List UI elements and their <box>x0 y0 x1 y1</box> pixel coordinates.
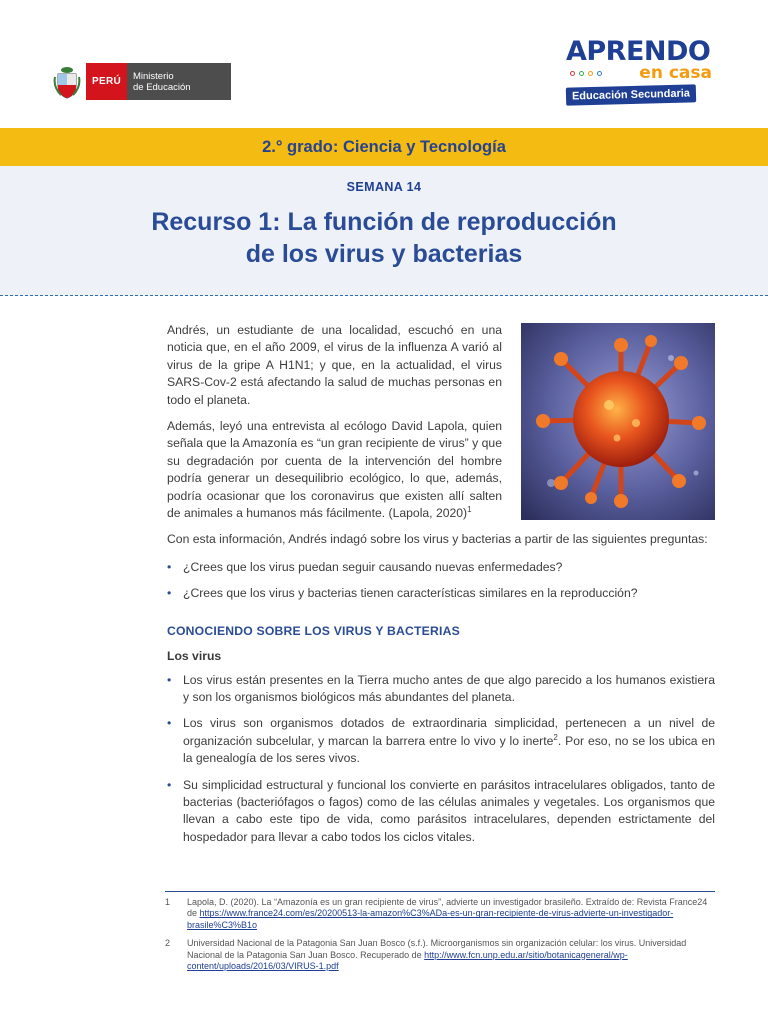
page-title <box>0 206 768 270</box>
brand-dots-icon <box>566 71 602 76</box>
footnote-text: Universidad Nacional de la Patagonia San Juan Bosco (s.f.). Microorganismos sin organización celular: los virus. Universidad Nacional de la Patagonia San Juan Bosco. Recuperado de <box>187 938 687 960</box>
grade-subject: 2.° grado: Ciencia y Tecnología <box>262 137 506 156</box>
main-content <box>167 322 715 855</box>
bullet-icon: • <box>167 672 172 687</box>
fact-text: Los virus son organismos dotados de extraordinaria simplicidad, pertenecen a un nivel de organización subcelular, y marcan la barrera entre lo vivo y lo inerte <box>183 716 715 748</box>
list-item <box>167 672 715 707</box>
peru-label: PERÚ <box>86 63 127 100</box>
footnote-number: 2 <box>165 938 171 949</box>
footnote-2 <box>165 938 717 972</box>
intro-paragraph-2-text: Además, leyó una entrevista al ecólogo David Lapola, quien señala que la Amazonía es “un gran recipiente de virus” y que su degradación por cuenta de la intervención del hombre podría generar un desequilibrio ecológico, lo que, además, podría ocasionar que los coronavirus que existen allí salten de animales a humanos más fácilmente. (Lapola, 2020) <box>167 419 502 521</box>
intro-text <box>167 322 502 522</box>
footnote-ref-2[interactable]: 2 <box>553 732 558 742</box>
ministry-line1: Ministerio <box>132 70 174 82</box>
footnotes <box>165 897 717 979</box>
ministry-logo <box>52 63 231 100</box>
bullet-icon: • <box>167 586 172 601</box>
grade-band <box>0 128 768 166</box>
brand-level-badge: Educación Secundaria <box>566 84 696 105</box>
footnote-link[interactable]: https://www.france24.com/es/20200513-la-amazon%C3%ADa-es-un-gran-recipiente-de-virus-advierte-un-investigador-brasile%C3%B1o <box>187 908 674 930</box>
question-text: ¿Crees que los virus y bacterias tienen características similares en la reproducción? <box>183 586 638 601</box>
footnote-link[interactable]: http://www.fcn.unp.edu.ar/sitio/botanicageneral/wp-content/uploads/2016/03/VIRUS-1.pdf <box>187 949 628 972</box>
list-item <box>167 559 715 576</box>
ministry-line2: de Educación <box>132 81 191 93</box>
coronavirus-image <box>521 323 715 520</box>
page-title-line2: de los virus y bacterias <box>245 240 523 268</box>
brand-subtitle: en casa <box>639 63 712 83</box>
bullet-icon: • <box>167 559 172 574</box>
list-item <box>167 777 715 847</box>
coat-of-arms-icon <box>52 63 82 100</box>
footnote-divider <box>165 891 715 892</box>
questions-section <box>167 531 715 602</box>
fact-text: Su simplicidad estructural y funcional los convierte en parásitos intracelulares obligados, tanto de bacterias (bacteriófagos o fagos) como de las células animales y vegetales. Los organismos que llevan a cabo este tipo de vida, como parásitos intracelulares, dependen estrictamente del hospedador para llevar a cabo todos los ciclos vitales. <box>183 777 715 844</box>
aprendo-en-casa-logo <box>566 38 718 104</box>
week-label: SEMANA 14 <box>346 180 422 194</box>
intro-paragraph-2 <box>167 418 502 522</box>
section-subheading: Los virus <box>167 649 222 664</box>
section-heading: CONOCIENDO SOBRE LOS VIRUS Y BACTERIAS <box>167 623 460 638</box>
list-item <box>167 585 715 602</box>
intro-section <box>167 322 715 522</box>
bullet-icon: • <box>167 716 172 731</box>
page-title-line1: Recurso 1: La función de reproducción <box>151 208 617 236</box>
virus-facts-list <box>167 672 715 847</box>
footnote-1 <box>165 897 717 931</box>
question-text: ¿Crees que los virus puedan seguir causando nuevas enfermedades? <box>183 559 563 574</box>
bullet-icon: • <box>167 777 172 792</box>
footnote-ref-1[interactable]: 1 <box>467 505 472 514</box>
questions-list <box>167 559 715 603</box>
ministry-label <box>127 63 231 100</box>
list-item <box>167 715 715 767</box>
title-panel <box>0 166 768 296</box>
fact-text-tail: . Por eso, no se los ubica en la genealogía de los seres vivos. <box>183 733 715 766</box>
intro-paragraph-1: Andrés, un estudiante de una localidad, escuchó en una noticia que, en el año 2009, el virus de la influenza A varió al virus de la gripe A H1N1; y que, en la actualidad, el virus SARS-Cov-2 está afectando la salud de muchas personas en todo el planeta. <box>167 323 502 407</box>
footnote-text: Lapola, D. (2020). La “Amazonía es un gran recipiente de virus”, advierte un investigador brasileño. Extraído de: Revista France24 de <box>187 897 708 919</box>
footnote-number: 1 <box>165 897 171 907</box>
brand-title: APRENDO <box>566 36 711 67</box>
questions-intro: Con esta información, Andrés indagó sobre los virus y bacterias a partir de las siguientes preguntas: <box>167 532 708 547</box>
fact-text: Los virus están presentes en la Tierra mucho antes de que algo parecido a los humanos existiera y son los organismos biológicos más abundantes del planeta. <box>183 672 715 704</box>
